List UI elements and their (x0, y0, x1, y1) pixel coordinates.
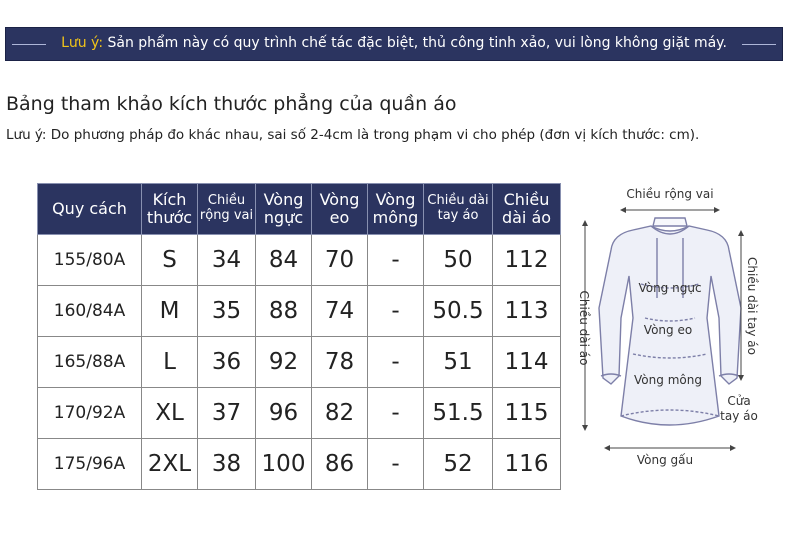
table-cell: 36 (198, 337, 256, 388)
table-cell: 37 (198, 388, 256, 439)
table-cell: 114 (493, 337, 561, 388)
header-line2: tay áo (437, 208, 479, 223)
label-cuff-line1: Cửa (727, 394, 751, 408)
table-cell: 113 (493, 286, 561, 337)
table-cell: 50.5 (424, 286, 493, 337)
table-cell: 38 (198, 439, 256, 490)
table-cell: M (142, 286, 198, 337)
table-cell: 96 (256, 388, 312, 439)
notice-banner (5, 27, 783, 61)
table-cell: 51 (424, 337, 493, 388)
table-cell: - (368, 439, 424, 490)
header-line1: Chiều (503, 189, 550, 209)
header-line1: Chiều dài (427, 193, 489, 209)
header-cell (198, 184, 256, 235)
table-cell: 2XL (142, 439, 198, 490)
banner-prefix: Lưu ý: (61, 35, 104, 51)
table-cell: 35 (198, 286, 256, 337)
table-cell: 112 (493, 235, 561, 286)
header-line2: ngực (263, 208, 304, 227)
table-cell: - (368, 337, 424, 388)
label-hip: Vòng mông (634, 373, 702, 387)
header-cell (142, 184, 198, 235)
label-hem: Vòng gấu (636, 453, 694, 467)
label-waist: Vòng eo (643, 323, 693, 337)
label-sleeve: Chiều dài tay áo (745, 257, 759, 355)
size-table (37, 183, 561, 490)
header-cell (493, 184, 561, 235)
table-cell: 74 (312, 286, 368, 337)
table-row (38, 235, 561, 286)
table-cell: 155/80A (38, 235, 142, 286)
table-cell: 92 (256, 337, 312, 388)
table-cell: L (142, 337, 198, 388)
table-cell: 70 (312, 235, 368, 286)
measurement-note: Lưu ý: Do phương pháp đo khác nhau, sai số 2-4cm là trong phạm vi cho phép (đơn vị kích thước: cm). (6, 127, 700, 143)
table-cell: 51.5 (424, 388, 493, 439)
table-cell: 100 (256, 439, 312, 490)
table-cell: 165/88A (38, 337, 142, 388)
page-title: Bảng tham khảo kích thước phẳng của quần áo (6, 93, 457, 115)
label-shoulder: Chiều rộng vai (626, 187, 714, 201)
table-cell: S (142, 235, 198, 286)
table-row (38, 286, 561, 337)
header-line2: rộng vai (199, 208, 254, 223)
table-cell: 175/96A (38, 439, 142, 490)
banner-rule-right (742, 44, 776, 45)
header-line1: Quy cách (52, 198, 127, 218)
table-cell: XL (142, 388, 198, 439)
header-cell (312, 184, 368, 235)
header-line1: Vòng (319, 189, 360, 209)
table-cell: 50 (424, 235, 493, 286)
table-cell: - (368, 286, 424, 337)
table-cell: 78 (312, 337, 368, 388)
header-line2: eo (329, 208, 350, 227)
table-row (38, 439, 561, 490)
header-cell (424, 184, 493, 235)
header-cell (256, 184, 312, 235)
header-line2: dài áo (501, 208, 552, 227)
table-cell: 170/92A (38, 388, 142, 439)
header-line2: mông (372, 208, 419, 227)
header-line1: Chiều (207, 193, 246, 209)
header-line2: thước (146, 208, 193, 227)
table-cell: 82 (312, 388, 368, 439)
banner-message: Sản phẩm này có quy trình chế tác đặc biệt, thủ công tinh xảo, vui lòng không giặt máy. (103, 35, 727, 51)
garment-diagram (573, 178, 788, 478)
header-cell (38, 184, 142, 235)
table-row (38, 388, 561, 439)
table-cell: 160/84A (38, 286, 142, 337)
banner-text (6, 35, 782, 51)
table-cell: 34 (198, 235, 256, 286)
dress-outline-icon (599, 218, 741, 425)
header-line1: Vòng (375, 189, 416, 209)
header-cell (368, 184, 424, 235)
table-cell: - (368, 235, 424, 286)
label-length: Chiều dài áo (577, 290, 591, 366)
label-chest: Vòng ngực (638, 281, 702, 295)
label-cuff-line2: tay áo (720, 409, 758, 423)
header-line1: Vòng (263, 189, 304, 209)
table-cell: 86 (312, 439, 368, 490)
table-cell: 116 (493, 439, 561, 490)
table-cell: 88 (256, 286, 312, 337)
table-cell: - (368, 388, 424, 439)
table-row (38, 337, 561, 388)
table-cell: 115 (493, 388, 561, 439)
header-line1: Kích (152, 189, 187, 209)
table-cell: 52 (424, 439, 493, 490)
table-cell: 84 (256, 235, 312, 286)
